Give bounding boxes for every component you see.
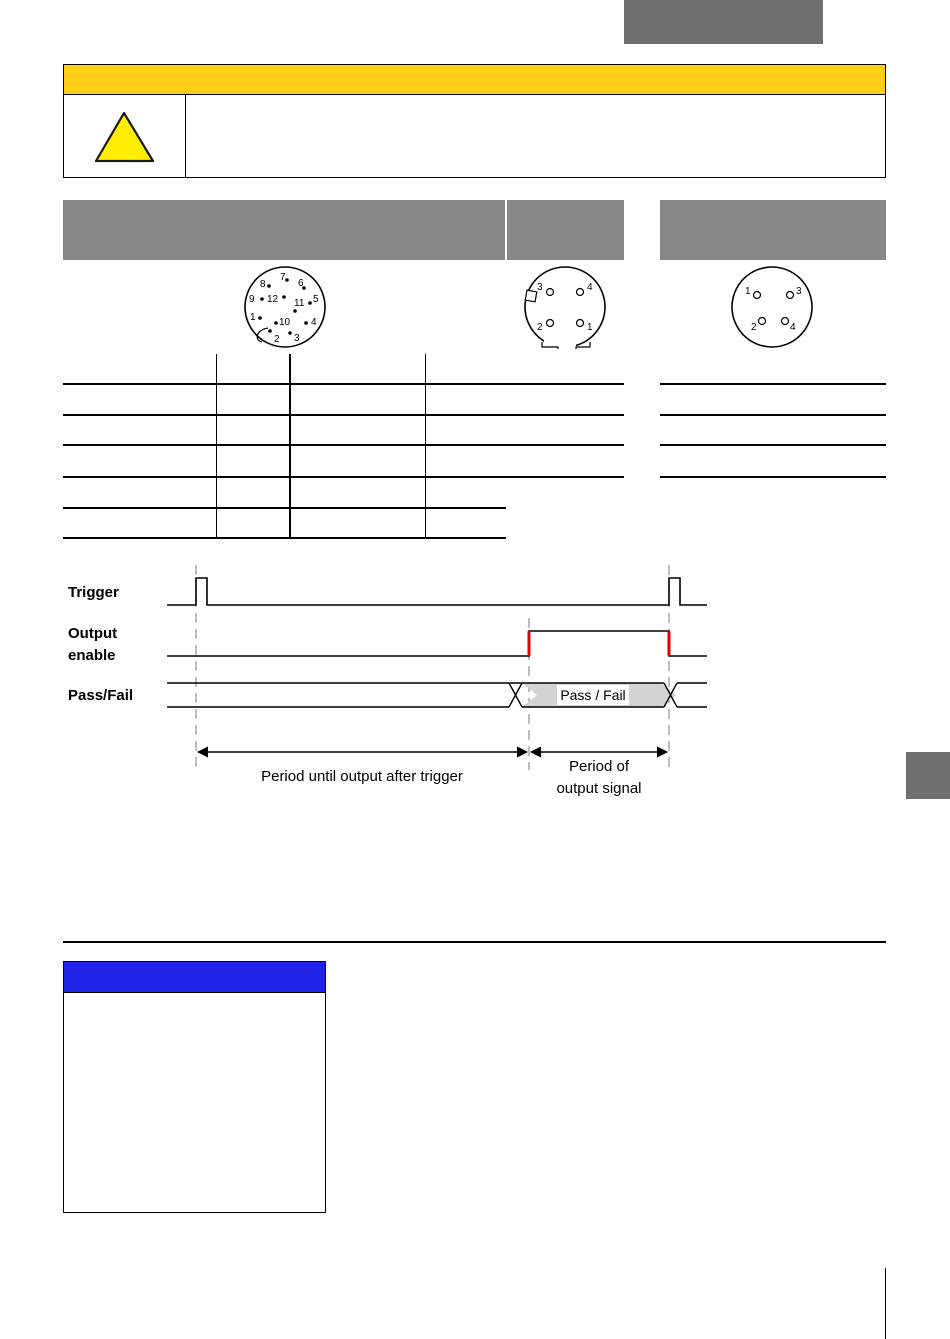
pin-label: 1: [250, 312, 256, 323]
warning-header-bar: [64, 65, 885, 95]
pin-label: 3: [537, 282, 543, 293]
table-row-rule: [660, 383, 886, 385]
connector-pinout-diagrams: [0, 262, 950, 354]
warning-triangle-icon: [64, 95, 184, 177]
output-enable-waveform: [167, 631, 707, 656]
connector-12pin-header: [63, 200, 505, 260]
pin-label: 11: [294, 298, 305, 309]
table-row-rule: [63, 537, 506, 539]
pin-label: 1: [587, 322, 593, 333]
pin-label: 7: [280, 272, 286, 283]
info-box: [63, 961, 326, 1213]
table-row-rule: [63, 507, 506, 509]
trigger-waveform: [167, 578, 707, 605]
pin-label: 2: [751, 322, 757, 333]
section-side-tab: [906, 752, 950, 799]
pin-label: 12: [267, 294, 279, 305]
pin-label: 1: [745, 286, 751, 297]
pass-fail-label: Pass / Fail: [560, 687, 626, 703]
table-row-rule: [63, 444, 624, 446]
pin-label: 9: [249, 294, 255, 305]
table-column-rule: [289, 354, 291, 538]
pin-label: 4: [587, 282, 593, 293]
pin-label: 4: [790, 322, 796, 333]
table-row-rule: [660, 476, 886, 478]
pin-label: 3: [294, 333, 300, 344]
table-row-rule: [660, 414, 886, 416]
connector-m12-female-header: [507, 200, 624, 260]
connector-m12-male-diagram: [732, 267, 812, 347]
timing-diagram: [0, 560, 950, 805]
connector-12pin-diagram: [245, 267, 325, 347]
info-header-bar: [64, 962, 325, 993]
chapter-tab: [624, 0, 823, 44]
section-divider: [63, 941, 886, 943]
pin-label: 10: [279, 317, 291, 328]
table-row-rule: [63, 476, 624, 478]
signal-label-enable: enable: [68, 647, 116, 664]
warning-box: [63, 64, 886, 178]
pass-fail-crossing-end: [664, 683, 707, 707]
period-of-output-label-line1: Period of: [568, 758, 630, 775]
table-column-rule: [216, 354, 217, 538]
warning-icon-cell: [64, 95, 186, 177]
pin-label: 8: [260, 279, 266, 290]
connector-m12-male-header: [660, 200, 886, 260]
connector-m12-female-diagram: [525, 267, 605, 351]
pin-label: 5: [313, 294, 319, 305]
pin-label: 6: [298, 278, 304, 289]
pin-label: 2: [537, 322, 543, 333]
page-number-divider: [885, 1268, 886, 1339]
signal-label-output: Output: [68, 625, 118, 642]
table-row-rule: [660, 444, 886, 446]
table-row-rule: [63, 383, 624, 385]
period-of-output-label-line2: output signal: [556, 780, 642, 797]
pin-label: 3: [796, 286, 802, 297]
signal-label-trigger: Trigger: [68, 584, 119, 601]
pin-label: 4: [311, 317, 317, 328]
table-column-rule: [425, 354, 426, 538]
pin-label: 2: [274, 334, 280, 345]
table-row-rule: [63, 414, 624, 416]
period-until-output-label: Period until output after trigger: [261, 768, 463, 785]
signal-label-pass-fail: Pass/Fail: [68, 687, 134, 704]
